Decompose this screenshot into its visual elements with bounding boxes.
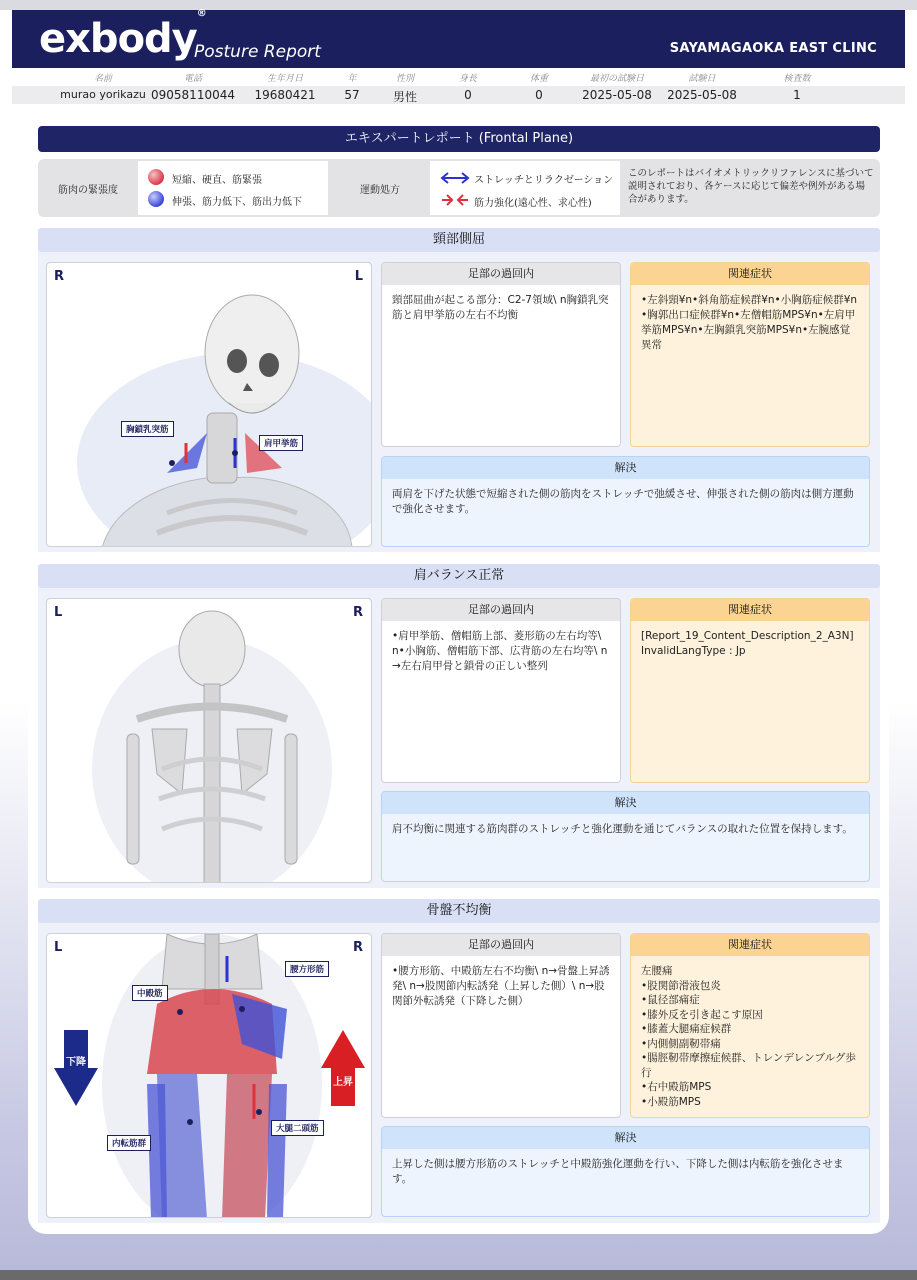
legend-bar <box>38 159 880 217</box>
neck-skeleton-illustration <box>47 263 372 547</box>
shoulder-corner-left: L <box>54 605 63 620</box>
section2-cause-text: •肩甲挙筋、僧帽筋上部、菱形筋の左右均等\ n•小胸筋、僧帽筋下部、広背筋の左右均等\ n→左右肩甲骨と鎖骨の正しい整列 <box>392 630 608 672</box>
down-label: 下降 <box>66 1057 86 1068</box>
report-title-bar: エキスパートレポート (Frontal Plane) <box>38 126 880 152</box>
biceps-femoris-label: 大腿二頭筋 <box>271 1120 324 1136</box>
down-arrow-icon <box>54 1030 98 1106</box>
section2-panel-symptoms <box>630 598 870 783</box>
quadratus-lumborum-label: 腰方形筋 <box>285 961 329 977</box>
up-arrow-icon <box>321 1030 365 1106</box>
neck-figure <box>46 262 372 547</box>
section3-solution-text: 上昇した側は腰方形筋のストレッチと中殿筋強化運動を行い、下降した側は内転筋を強化させます。 <box>392 1158 844 1185</box>
label-age: 年 <box>347 74 357 84</box>
value-test-count: 1 <box>793 88 801 102</box>
label-test-count: 検査数 <box>783 74 811 84</box>
label-birthdate: 生年月日 <box>266 74 304 84</box>
legend-exercise-label: 運動処方 <box>360 185 400 196</box>
legend-strength-text: 筋力強化(遠心性、求心性) <box>474 198 592 209</box>
pelvis-corner-left: L <box>54 940 63 955</box>
pelvis-corner-right: R <box>352 940 363 955</box>
section3-symptoms-text: 左腰痛 •股関節滑液包炎 •鼠径部痛症 •膝外反を引き起こす原因 •膝蓋大腿痛症候群 •内側側副靭帯痛 •腸脛靭帯摩擦症候群、トレンデレンブルグ歩行 •右中殿筋MPS •小殿筋MPS <box>641 965 856 1108</box>
up-label: 上昇 <box>333 1077 353 1088</box>
section1-cause-title: 足部の過回内 <box>382 263 620 285</box>
label-weight: 体重 <box>529 74 549 84</box>
value-height: 0 <box>464 88 472 102</box>
section1-solution-title: 解決 <box>382 457 869 479</box>
section1-panel-cause <box>381 262 621 447</box>
legend-red-text: 短縮、硬直、筋緊張 <box>172 175 262 186</box>
section2-symptoms-title: 関連症状 <box>631 599 869 621</box>
bottom-strip <box>0 1270 917 1280</box>
value-birthdate: 19680421 <box>254 88 316 102</box>
section3-panel-cause <box>381 933 621 1118</box>
section3-cause-title: 足部の過回内 <box>382 934 620 956</box>
report-header <box>12 7 905 68</box>
value-weight: 0 <box>535 88 543 102</box>
levator-scapulae-label: 肩甲挙筋 <box>259 435 303 451</box>
section1-panel-symptoms <box>630 262 870 447</box>
section2-symptoms-text: [Report_19_Content_Description_2_A3N] InvalidLangType : Jp <box>641 630 854 657</box>
section1-title: 頸部側屈 <box>38 228 880 252</box>
pelvis-figure <box>46 933 372 1218</box>
label-sex: 性別 <box>395 74 415 84</box>
section3-solution-title: 解決 <box>382 1127 869 1149</box>
section1-symptoms-title: 関連症状 <box>631 263 869 285</box>
legend-stretch-text: ストレッチとリラクゼーション <box>474 175 614 186</box>
label-height: 身長 <box>458 74 478 84</box>
value-test-date: 2025-05-08 <box>667 88 737 102</box>
patient-info <box>12 70 905 104</box>
clinic-name: SAYAMAGAOKA EAST CLINC <box>669 41 877 56</box>
adductors-label: 内転筋群 <box>107 1135 151 1151</box>
legend-tension-cell <box>138 161 328 215</box>
value-sex: 男性 <box>392 90 418 104</box>
value-first-test-date: 2025-05-08 <box>582 88 652 102</box>
label-first-test-date: 最初の試験日 <box>589 74 645 84</box>
value-name: murao yorikazu <box>60 88 146 101</box>
section1-solution-text: 両肩を下げた状態で短縮された側の筋肉をストレッチで弛緩させ、伸張された側の筋肉は側方運動で強化させます。 <box>392 488 854 515</box>
section3-title: 骨盤不均衡 <box>38 899 880 923</box>
legend-exercise-cell <box>430 161 620 215</box>
section3-cause-text: •腰方形筋、中殿筋左右不均衡\ n→骨盤上昇誘発\ n→股関節内転誘発（上昇した側）\ n→股関節外転誘発（下降した側） <box>392 965 610 1007</box>
section2-solution-title: 解決 <box>382 792 869 814</box>
scm-label: 胸鎖乳突筋 <box>121 421 174 437</box>
legend-note: このレポートはバイオメトリックリファレンスに基づいて説明されており、各ケースに応じて偏差や例外がある場合があります。 <box>628 168 874 205</box>
section3-panel-solution <box>381 1126 870 1217</box>
label-phone: 電話 <box>183 74 203 84</box>
section2-cause-title: 足部の過回内 <box>382 599 620 621</box>
section2-title: 肩バランス正常 <box>38 564 880 588</box>
neck-corner-left: R <box>54 269 65 284</box>
patient-info-labels <box>12 70 905 84</box>
red-muscle-icon <box>148 169 164 185</box>
section2-solution-text: 肩不均衡に関連する筋肉群のストレッチと強化運動を通じてバランスの取れた位置を保持します。 <box>392 823 853 835</box>
shoulder-corner-right: R <box>352 605 363 620</box>
section1-panel-solution <box>381 456 870 547</box>
strength-arrow-icon <box>440 193 470 207</box>
legend-blue-text: 伸張、筋力低下、筋出力低下 <box>172 197 302 208</box>
value-age: 57 <box>344 88 360 102</box>
section1-symptoms-text: •左斜頸¥n•斜角筋症候群¥n•小胸筋症候群¥n•胸郭出口症候群¥n•左僧帽筋MPS¥n•左肩甲挙筋MPS¥n•左胸鎖乳突筋MPS¥n•左腕感覚異常 <box>641 294 858 351</box>
section2-panel-cause <box>381 598 621 783</box>
stretch-arrow-icon <box>440 171 470 185</box>
blue-muscle-icon <box>148 191 164 207</box>
section2-panel-solution <box>381 791 870 882</box>
section3-symptoms-title: 関連症状 <box>631 934 869 956</box>
gluteus-medius-label: 中殿筋 <box>132 985 168 1001</box>
legend-tension-label: 筋肉の緊張度 <box>58 185 118 196</box>
section1-cause-text: 頸部屈曲が起こる部分：C2-7領域\ n胸鎖乳突筋と肩甲挙筋の左右不均衡 <box>392 294 609 321</box>
patient-info-values <box>12 86 905 104</box>
top-strip <box>0 0 917 10</box>
label-test-date: 試験日 <box>688 74 716 84</box>
shoulder-figure <box>46 598 372 883</box>
value-phone: 09058110044 <box>151 88 235 102</box>
report-subtitle: Posture Report <box>194 42 321 62</box>
section3-panel-symptoms <box>630 933 870 1118</box>
back-skeleton-illustration <box>47 599 372 883</box>
exbody-logo: exbody® <box>39 7 206 62</box>
label-name: 名前 <box>93 74 113 84</box>
neck-corner-right: L <box>354 269 363 284</box>
